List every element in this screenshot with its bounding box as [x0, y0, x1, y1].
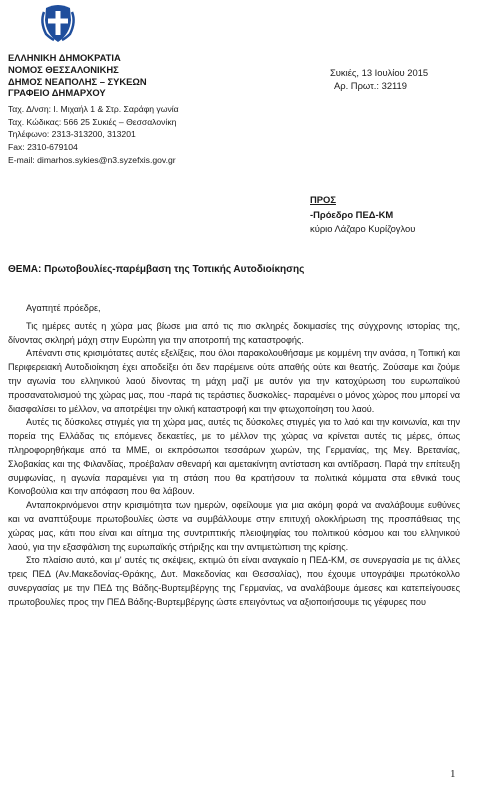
- greeting: Αγαπητέ πρόεδρε,: [26, 303, 101, 313]
- recipient-to-label: ΠΡΟΣ: [310, 194, 336, 205]
- letterhead-prefecture: ΝΟΜΟΣ ΘΕΣΣΑΛΟΝΙΚΗΣ: [8, 63, 119, 75]
- place-date: Συκιές, 13 Ιουλίου 2015: [330, 67, 429, 78]
- recipient-name: κύριο Λάζαρο Κυρίζογλου: [310, 223, 416, 234]
- contact-postcode: Ταχ. Κώδικας: 566 25 Συκιές – Θεσσαλονίκη: [8, 116, 177, 127]
- body-paragraph-4: Ανταποκρινόμενοι στην κρισιμότητα των ημερών, οφείλουμε για μια ακόμη φορά να αναλάβουμε ευθύνες και να αναπτύξουμε πρωτοβουλίες ώστε να συμβάλλουμε στην επιτυχή ολοκλήρωση της προσπάθειας της χώρας μας, κάτι που είναι και αίτημα της συντριπτικής πλειοψηφίας του πολιτικού κόσμου και του ελληνικού λαού, για την εξασφάλιση της ευρωπαϊκής στήριξης και την αντιμετώπιση της κρίσης.: [8, 500, 460, 552]
- letterhead-country: ΕΛΛΗΝΙΚΗ ΔΗΜΟΚΡΑΤΙΑ: [8, 52, 121, 63]
- letter-subject: ΘΕΜΑ: Πρωτοβουλίες-παρέμβαση της Τοπικής Αυτοδιοίκησης: [8, 264, 305, 275]
- letterhead-office: ΓΡΑΦΕΙΟ ΔΗΜΑΡΧΟΥ: [8, 87, 106, 99]
- recipient-role: -Πρόεδρο ΠΕΔ-ΚΜ: [310, 208, 394, 220]
- page-number: 1: [450, 768, 456, 780]
- sender-letterhead: [8, 52, 258, 166]
- recipient-block: [310, 193, 415, 237]
- contact-fax: Fax: 2310-679104: [8, 141, 78, 152]
- letterhead-municipality: ΔΗΜΟΣ ΝΕΑΠΟΛΗΣ – ΣΥΚΕΩΝ: [8, 75, 147, 87]
- protocol-number: Αρ. Πρωτ.: 32119: [334, 80, 407, 91]
- contact-phone: Τηλέφωνο: 2313-313200, 313201: [8, 129, 136, 140]
- body-paragraph-5: Στο πλαίσιο αυτό, και μ' αυτές τις σκέψεις, εκτιμώ ότι είναι αναγκαίο η ΠΕΔ-ΚΜ, σε συνεργασία με τις άλλες τρεις ΠΕΔ (Αν.Μακεδονίας-Θράκης, Δυτ. Μακεδονίας και Θεσσαλίας), που έχουμε υπογράψει πρωτόκολλο συνεργασίας με την ΠΕΔ της Βάδης-Βυρτεμβέργης της Γερμανίας, να αναλάβουμε άμεσες και κατεπείγουσες πρωτοβουλίες προς την ΠΕΔ Βάδης-Βυρτεμβέργης ώστε επειγόντως να αξιοποιήσουμε τις γέφυρες που: [8, 555, 460, 607]
- greek-coat-of-arms-icon: [38, 2, 78, 44]
- body-paragraph-2: Απέναντι στις κρισιμότατες αυτές εξελίξεις, που όλοι παρακολουθήσαμε με κομμένη την ανάσα, η Τοπική και Περιφερειακή Αυτοδιοίκηση έχει αποδείξει ότι δεν παρέμεινε ούτε απαθής ούτε και θεατής. Ζούσαμε και ζούμε την αγωνία του ελληνικού λαού δίνοντας τη μάχη μαζί με αυτόν για την κατοχύρωση του ευρωπαϊκού προσανατολισμού της χώρας μας, που -παρά τις τεράστιες δυσκολίες- παραμένει ο μόνος χώρος που μπορεί να διασφαλίσει το μέλλον, να αποτρέψει την ολική καταστροφή και την φτωχοποίηση του λαού.: [8, 348, 460, 414]
- letter-meta: [330, 66, 428, 92]
- contact-address: Ταχ. Δ/νση: Ι. Μιχαήλ 1 & Στρ. Σαράφη γωνία: [8, 104, 179, 115]
- body-paragraph-1: Τις ημέρες αυτές η χώρα μας βίωσε μια από τις πιο σκληρές δοκιμασίες της σύγχρονης ιστορίας της, δίνοντας σκληρή μάχη στην Ευρώπη για την αποτροπή της καταστροφής.: [8, 320, 460, 345]
- body-paragraph-3: Αυτές τις δύσκολες στιγμές για τη χώρα μας, αυτές τις δύσκολες στιγμές για το λαό και την κοινωνία, και την πορεία της Ελλάδας τις επόμενες δεκαετίες, με το μέλλον της χώρας να κρίνεται αυτές τις μέρες, όπως πληροφορηθήκαμε από τα ΜΜΕ, οι εκπρόσωποι τεσσάρων χωρών, της Γερμανίας, της Μεγ. Βρετανίας, Σλοβακίας και της Φιλανδίας, προέβαλαν σθεναρή και αμετακίνητη αντίσταση και αντίδραση. Παρά την επίτευξη συμφωνίας, η αγωνία παραμένει για τη στάση που θα κρατήσουν τα πολιτικά κόμματα στα εθνικά τους Κοινοβούλια και την απόφαση που θα λάβουν.: [8, 417, 460, 497]
- letter-body: [8, 302, 460, 610]
- contact-email: E-mail: dimarhos.sykies@n3.syzefxis.gov.gr: [8, 154, 176, 165]
